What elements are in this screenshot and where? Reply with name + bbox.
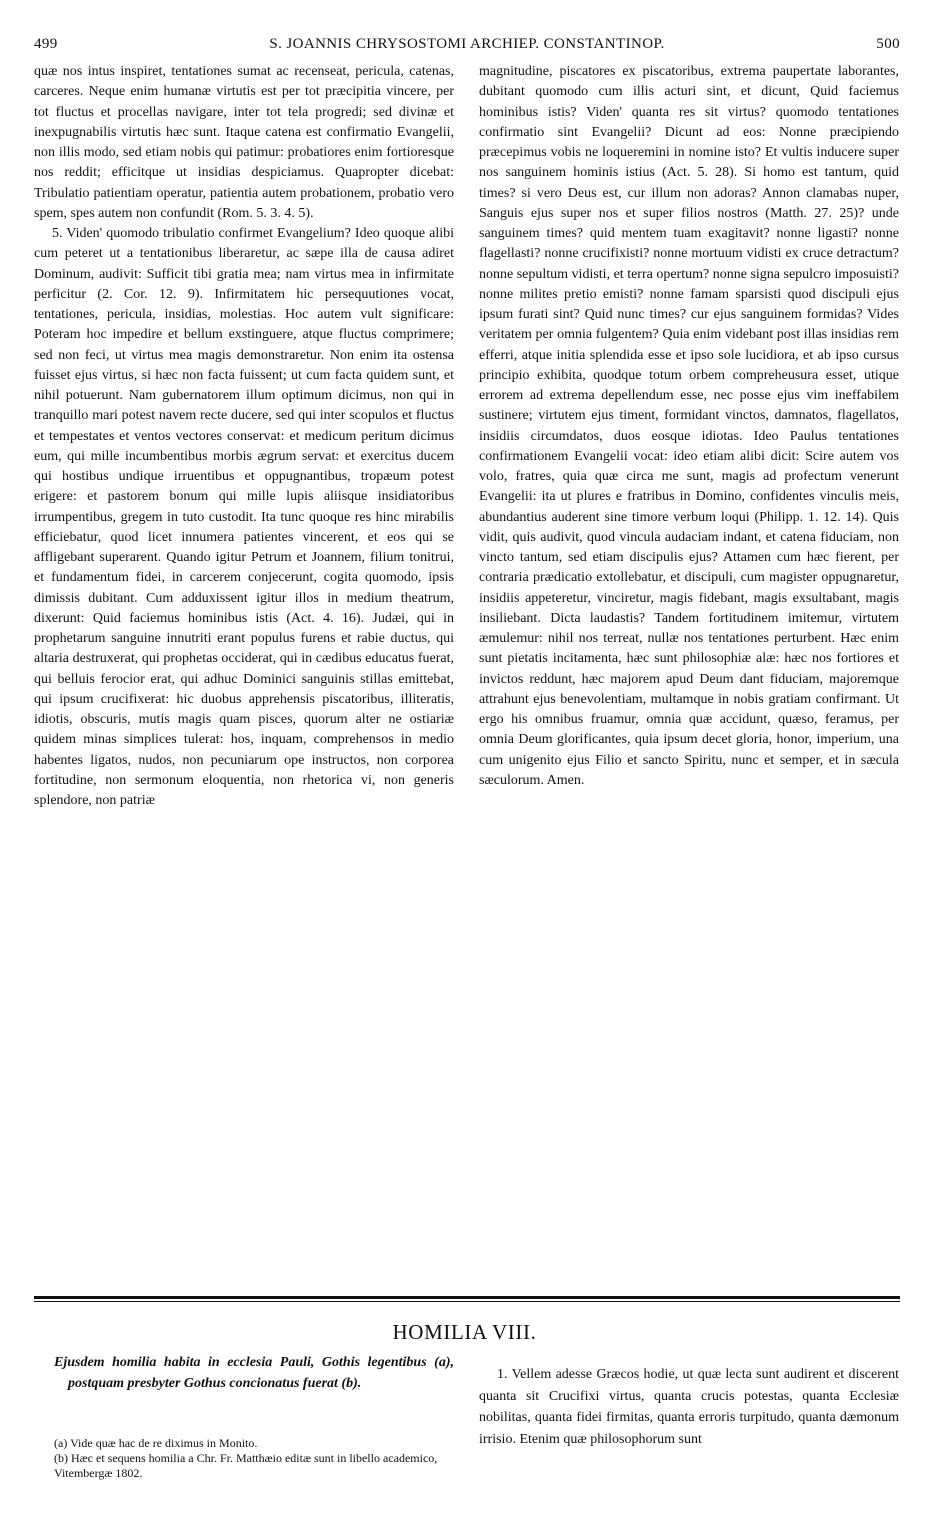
homily-paragraph-1: 1. Vellem adesse Græcos hodie, ut quæ lecta sunt audirent et discerent quanta sit Crucifixi virtus, quanta crucis potestas, quanta Ecclesiæ nobilitas, quanta fidei firmitas, quanta erroris turpitudo, quanta dæmonum irrisio. Etenim quæ philosophorum sunt [479,1367,899,1447]
right-column [479,62,899,791]
footnote-a: (a) Vide quæ hac de re diximus in Monito. [54,1436,258,1450]
page-number-right: 500 [876,36,900,52]
homily-opening [479,1364,899,1450]
left-paragraph-2: 5. Viden' quomodo tribulatio confirmet Evangelium? Ideo quoque alibi cum peteret ut a tentationibus liberaretur, ac sæpe illa de causa adiret Dominum, audivit: Sufficit tibi gratia mea; nam virtus mea in infirmitate perficitur (2. Cor. 12. 9). Infirmitatem hic persequutiones vocat, tentationes, pericula, insidias, molestias. Hoc autem vult significare: Poteram hoc impedire et bellum exstinguere, atque fluctus comprimere; sed non feci, ut virtus mea magis demonstraretur. Non enim ita ostensa fuisset ejus virtus, si hæc non facta fuissent; ut cum facta quidem sunt, et nihil potuerunt. Nam gubernatorem illum optimum dicimus, non qui in tranquillo mari potest navem recte ducere, sed qui inter scopulos et fluctus et tempestates et ventos vectores conservat: et medicum peritum dicimus eum, qui mille incumbentibus morbis ægrum servat: et exercitus ducem qui hostibus undique irruentibus et oppugnantibus, tropæum potest erigere: et pastorem bonum qui mille lupis aliisque insidiatoribus irrumpentibus, gregem in tuto custodit. Ita tunc quoque res hinc mirabilis efficiebatur, quod licet innumera patientes vincerent, et eos qui se affligebant superarent. Quando igitur Petrum et Joannem, filium tonitrui, et fundamentum fidei, in carcerem conjecerunt, cogita quomodo, ipsis dimissis dubitant. Cum adduxissent igitur illos in medium theatrum, dixerunt: Quid faciemus hominibus istis (Act. 4. 16). Judæi, qui in prophetarum sanguine innutriti erant populus furens et rabie ductus, qui altaria destruxerat, qui prophetas occiderat, qui in cædibus educatus fuerat, qui belluis ferocior erat, qui adhuc Dominici sanguinis stillas emittebat, qui ipsum crucifixerat: hic duobus apprehensis piscatoribus, illiteratis, idiotis, obscuris, mutis magis quam pisces, quorum alter ne ostiariæ quidem minas simplices tulerat: hos, inquam, comprehensos in medio habentes ligatos, nudos, non pecuniarum ope instructos, non corporea fortitudine, non sermonum eloquentia, non rhetorica vi, non generis splendore, non patriæ [34,226,454,808]
footnote-b: (b) Hæc et sequens homilia a Chr. Fr. Matthæio editæ sunt in libello academico, Vitembergæ 1802. [54,1451,438,1480]
section-divider-thick [34,1296,900,1299]
running-head [34,36,900,58]
homily-subtitle: Ejusdem homilia habita in ecclesia Pauli, Gothis legentibus (a), postquam presbyter Gothus concionatus fuerat (b). [54,1355,454,1391]
running-title: S. JOANNIS CHRYSOSTOMI ARCHIEP. CONSTANTINOP. [269,36,665,52]
footnotes [54,1436,454,1481]
homily-title: HOMILIA VIII. [392,1320,537,1344]
section-divider-thin [34,1301,900,1302]
page-number-left: 499 [34,36,58,52]
right-paragraph-1: magnitudine, piscatores ex piscatoribus, extrema paupertate laborantes, dubitant quomodo cum illis acturi sint, et dicunt, Quid faciemus hominibus istis? Viden' quanta res sit virtus? quomodo tentationes confirmatio sint Evangelii? Dicunt ad eos: Nonne præcipiendo præcepimus vobis ne loqueremini in nomine isto? Et vultis inducere super nos sanguinem hominis istius (Act. 5. 28). Si homo est tantum, quid times? si vero Deus est, cur illum non adoras? Annon clamabas nuper, Sanguis ejus super nos et super filios nostros (Matth. 27. 25)? unde sanguinem times? quid mentem tuam exagitavit? nonne ligasti? nonne flagellasti? nonne crucifixisti? nonne mortuum vidisti ex cruce detractum? nonne sepultum vidisti, et terra opertum? nonne signa sepulcro imposuisti? nonne milites pretio emisti? nonne famam sparsisti quod discipuli ejus ipsum furati sint? Quid nunc times? cur ejus sanguinem formidas? Vides veritatem per omnia fulgentem? Quia enim videbant post illas insidias rem efferri, atque initia splendida esse et ipso sole lucidiora, et ab ipso cursus principio exhibita, quodque totum orbem compreheusura esset, utique errorem ad extrema depellendum esse, nec posse ejus vim ineffabilem sustinere; virtutem ejus timent, formidant vinctos, damnatos, flagellatos, insidiis circumdatos, duos eosque idiotas. Ideo Paulus tentationes confirmationem Evangelii vocat: ideo etiam alibi dicit: Scire autem vos volo, fratres, quia quæ circa me sunt, magis ad profectum venerunt Evangelii: ita ut plures e fratribus in Domino, confidentes vinculis meis, abundantius auderent sine timore verbum loqui (Philipp. 1. 12. 14). Quis vidit, quis audivit, quod vincula audaciam indant, et catena fiduciam, non vincto tantum, sed etiam discipulis ejus? Attamen cum hæc fierent, per contraria prædicatio extollebatur, et discipuli, cum magister oppugnaretur, insidiis appeteretur, vinciretur, magis fidebant, magis exsultabant, magis insiliebant. Dicta laudastis? Tandem fortitudinem imitemur, virtutem æmulemur: nihil nos terreat, nullæ nos tentationes perturbent. Hæc enim sunt pietatis incitamenta, hæc sunt philosophiæ alæ: hæc nos fortiores et invictos reddunt, hæc majorem apud Deum dant fiduciam, majoremque attrahunt ejus benevolentiam, multamque in nobis gratiam confirmant. Ut ergo his omnibus fruamur, omnia quæ accidunt, quæso, feramus, per omnia Deum glorificantes, quia ipsum decet gloria, honor, imperium, una cum unigenito ejus Filio et sancto Spiritu, nunc et semper, et in sæcula sæculorum. Amen. [479,64,899,788]
left-column [34,62,454,811]
left-paragraph-1: quæ nos intus inspiret, tentationes sumat ac recenseat, pericula, catenas, carceres. Neque enim humanæ virtutis est per tot præcipitia vincere, per tot fluctus et procellas navigare, inter tot tela progredi; sed divinæ et inexpugnabilis virtutis hæc sunt. Itaque catena est confirmatio Evangelii, non illis modo, sed etiam nobis qui patimur: probatiores enim fortioresque nos reddit; efficitque ut insidias despiciamus. Quapropter dicebat: Tribulatio patientiam operatur, patientia autem probationem, probatio vero spem, spes autem non confundit (Rom. 5. 3. 4. 5). [34,64,454,221]
